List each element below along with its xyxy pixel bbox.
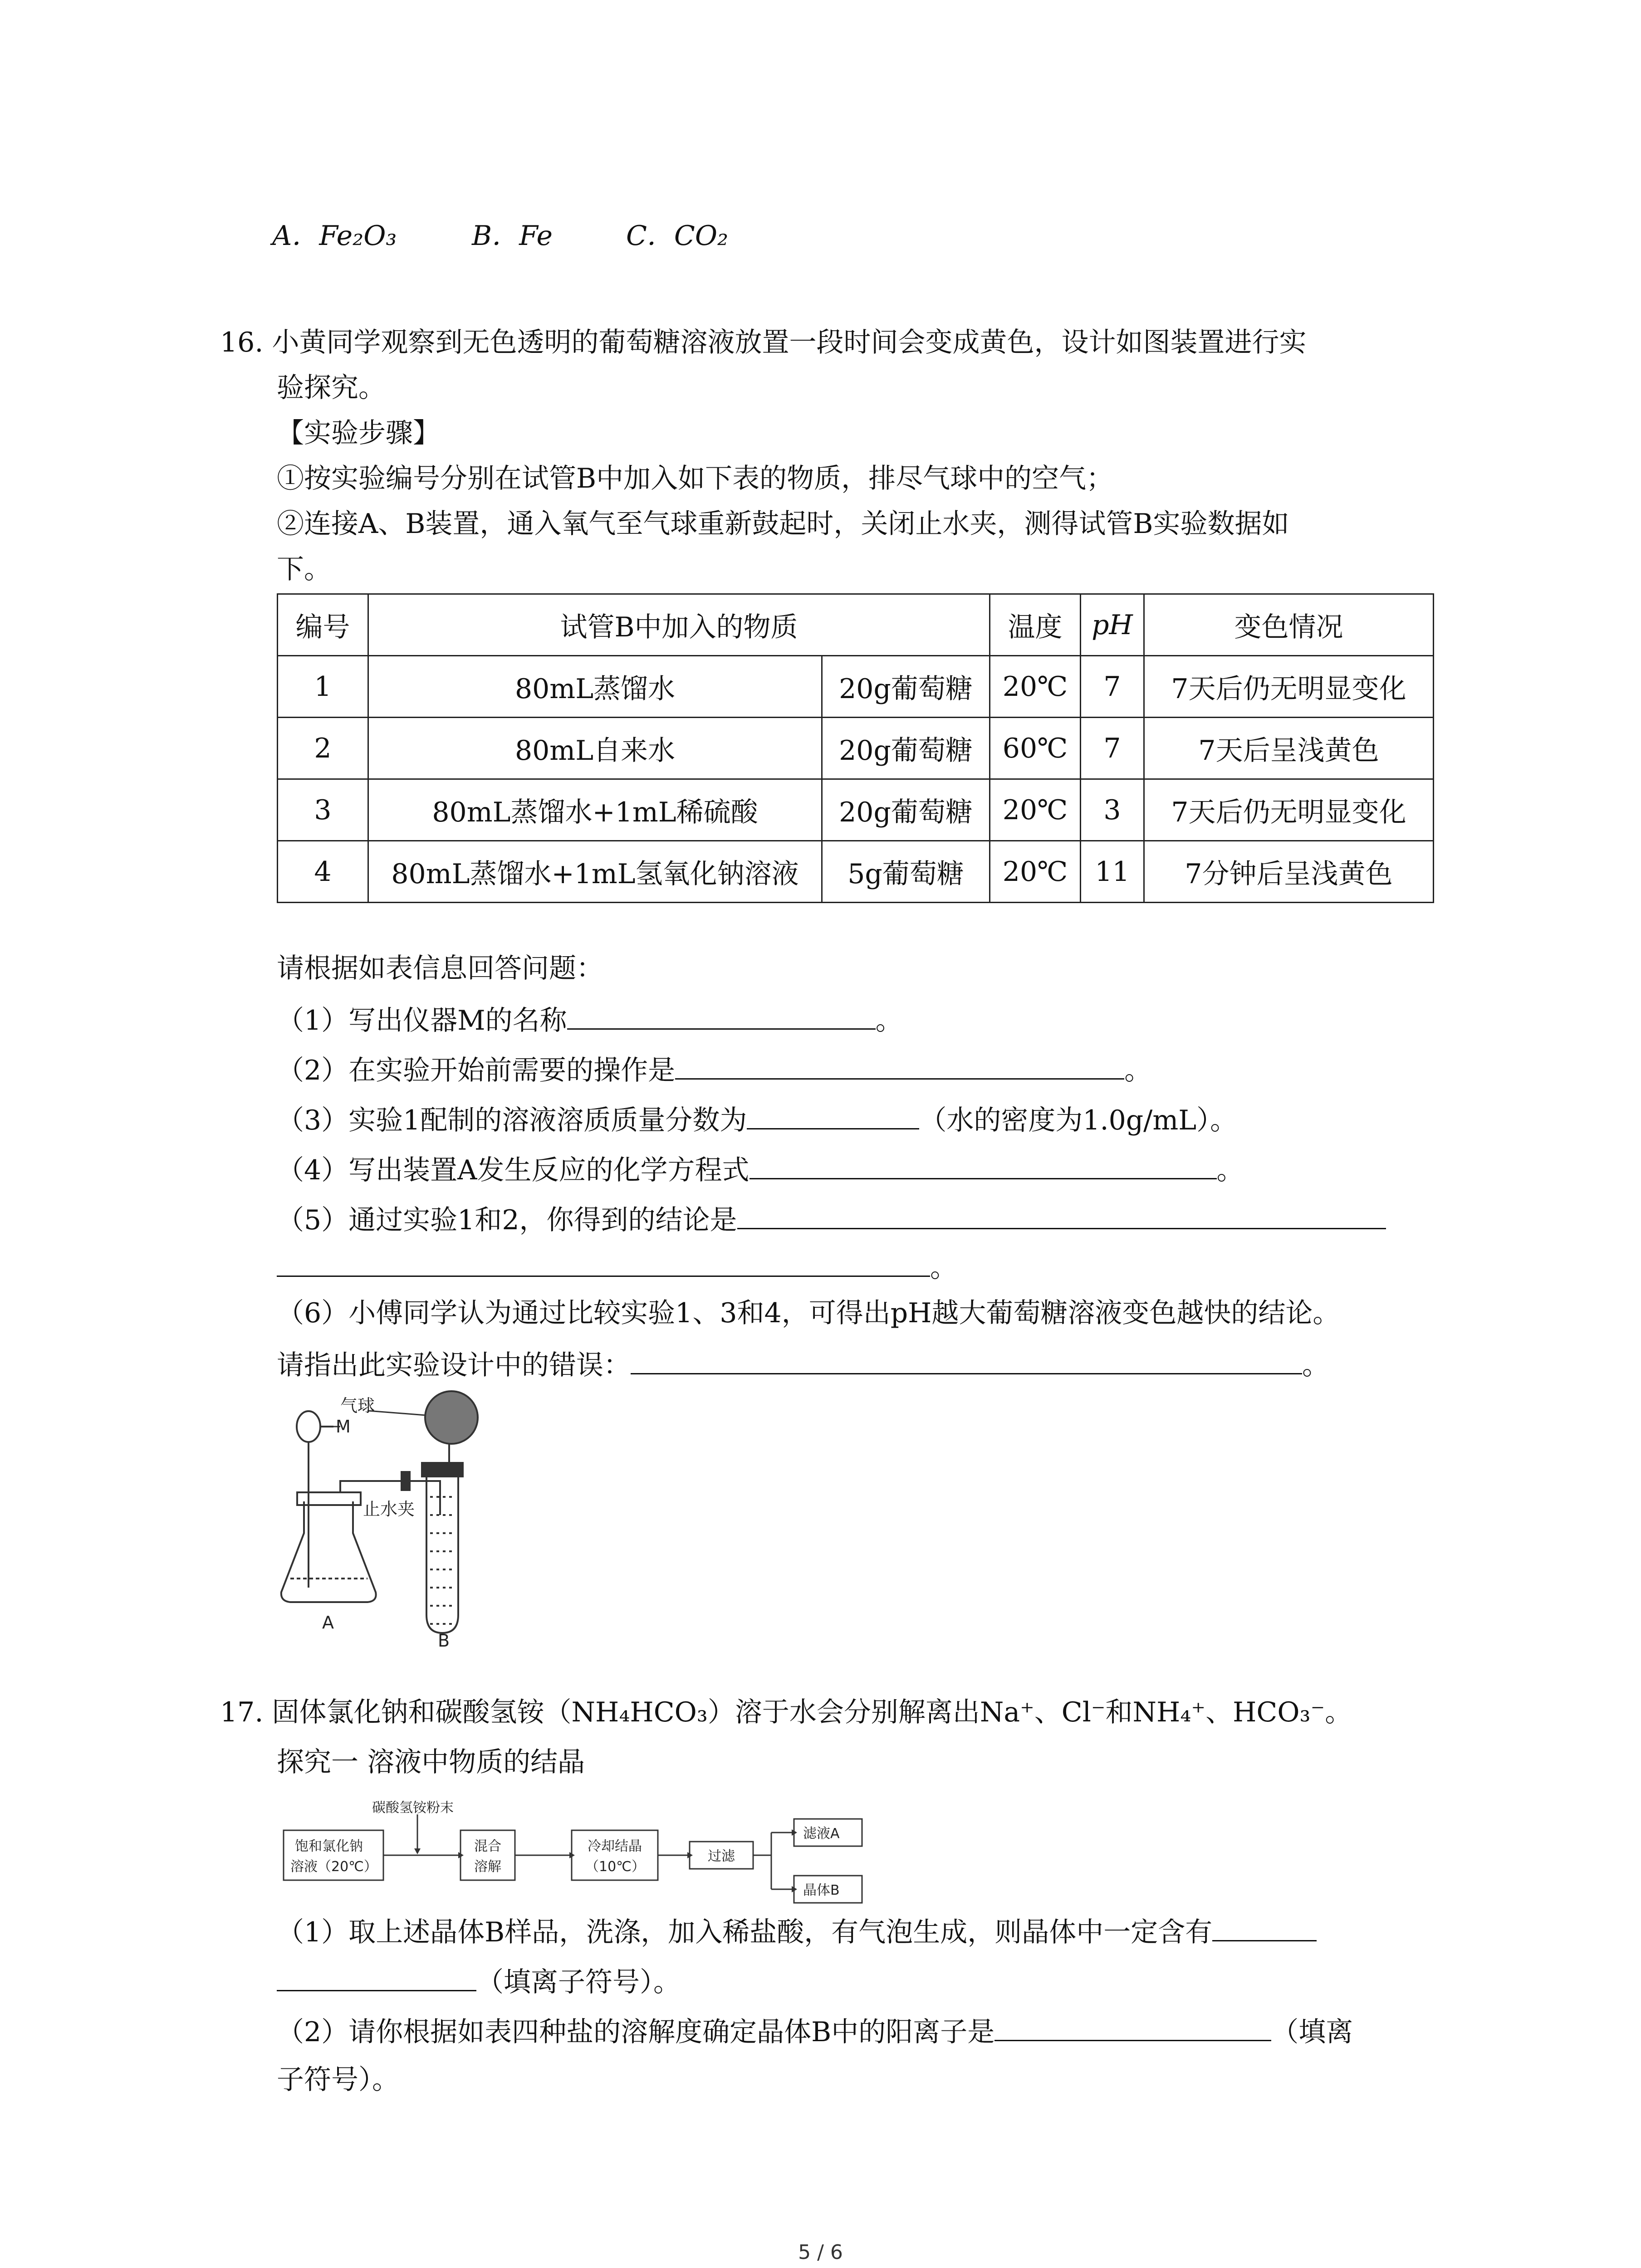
- balloon-icon: [425, 1391, 478, 1444]
- answer-blank[interactable]: [675, 1050, 1124, 1080]
- q16-stem-line2: 验探究。: [277, 372, 386, 404]
- q16-subq5-line2: [277, 1247, 957, 1286]
- table-cell: 7天后仍无明显变化: [1144, 656, 1434, 718]
- answer-blank[interactable]: [277, 1962, 476, 1991]
- table-cell: 20g葡萄糖: [822, 779, 990, 841]
- table-cell: 20g葡萄糖: [822, 656, 990, 718]
- label-b: B: [438, 1631, 450, 1647]
- table-header-row: [278, 594, 1434, 656]
- header-cell: 试管B中加入的物质: [368, 594, 990, 656]
- q16-subq3: [277, 1100, 1237, 1139]
- label-clamp: 止水夹: [363, 1499, 415, 1519]
- table-cell: 80mL蒸馏水+1mL稀硫酸: [368, 779, 822, 841]
- q16-subq2-text: （2）在实验开始前需要的操作是: [277, 1055, 676, 1086]
- q17-subq2-text: （2）请你根据如表四种盐的溶解度确定晶体B中的阳离子是: [277, 2016, 995, 2048]
- answer-blank[interactable]: [277, 1247, 930, 1277]
- q16-subq5: [277, 1200, 1386, 1238]
- table-cell: 11: [1081, 841, 1144, 903]
- table-cell: 20℃: [990, 656, 1081, 718]
- label-filter: 过滤: [708, 1848, 735, 1864]
- table-cell: 5g葡萄糖: [822, 841, 990, 903]
- q16-step1: ①按实验编号分别在试管B中加入如下表的物质，排尽气球中的空气；: [277, 463, 1114, 494]
- label-mix-1: 混合: [474, 1838, 501, 1854]
- header-cell: 编号: [278, 594, 368, 656]
- label-cool-1: 冷却结晶: [588, 1838, 642, 1854]
- table-cell: 7天后仍无明显变化: [1144, 779, 1434, 841]
- q16-step2-line1: ②连接A、B装置，通入氧气至气球重新鼓起时，关闭止水夹，测得试管B实验数据如: [277, 508, 1289, 540]
- answer-blank[interactable]: [737, 1200, 1386, 1229]
- q16-section-heading: 【实验步骤】: [277, 417, 440, 449]
- period: 。: [875, 1005, 903, 1036]
- table-cell: 7: [1081, 718, 1144, 779]
- table-cell: 60℃: [990, 718, 1081, 779]
- period: 。: [1302, 1349, 1329, 1381]
- q16-subq3-text: （3）实验1配制的溶液溶质质量分数为: [277, 1105, 747, 1136]
- q16-subq2: [277, 1050, 1151, 1089]
- q16-subq4-text: （4）写出装置A发生反应的化学方程式: [277, 1154, 749, 1186]
- q17-subq1-line2: [277, 1962, 681, 2000]
- answer-blank[interactable]: [1212, 1912, 1317, 1941]
- label-start-1: 饱和氯化钠: [295, 1838, 363, 1854]
- q16-subq6-line1: （6）小傅同学认为通过比较实验1、3和4，可得出pH越大葡萄糖溶液变色越快的结论。: [277, 1297, 1340, 1329]
- table-row: [278, 779, 1434, 841]
- table-cell: 3: [278, 779, 368, 841]
- q15-option-a: A．Fe₂O₃: [272, 220, 397, 252]
- q16-subq1-text: （1）写出仪器M的名称: [277, 1005, 567, 1036]
- label-crystal-b: 晶体B: [803, 1882, 840, 1898]
- apparatus-figure: [272, 1379, 526, 1647]
- table-cell: 4: [278, 841, 368, 903]
- label-filtrate-a: 滤液A: [803, 1826, 840, 1842]
- table-row: [278, 718, 1434, 779]
- table-cell: 20℃: [990, 779, 1081, 841]
- q16-prompt: 请根据如表信息回答问题：: [277, 953, 603, 984]
- table-cell: 80mL蒸馏水+1mL氢氧化钠溶液: [368, 841, 822, 903]
- process-flow-diagram: [281, 1801, 889, 1910]
- q16-step2-line2: 下。: [277, 553, 331, 585]
- q15-option-b: B．Fe: [472, 220, 553, 252]
- table-cell: 2: [278, 718, 368, 779]
- experiment-table: [277, 593, 1434, 903]
- answer-blank[interactable]: [747, 1100, 919, 1129]
- q16-subq3-note: （水的密度为1.0g/mL）。: [919, 1105, 1238, 1136]
- label-cool-2: （10℃）: [585, 1859, 645, 1875]
- table-cell: 20g葡萄糖: [822, 718, 990, 779]
- answer-blank[interactable]: [567, 1000, 876, 1030]
- label-powder: 碳酸氢铵粉末: [372, 1801, 454, 1816]
- flask-a: [281, 1501, 376, 1602]
- header-cell: 温度: [990, 594, 1081, 656]
- answer-blank[interactable]: [749, 1150, 1217, 1179]
- q16-stem-line1: 16. 小黄同学观察到无色透明的葡萄糖溶液放置一段时间会变成黄色，设计如图装置进行实: [220, 327, 1307, 358]
- q15-option-c: C．CO₂: [626, 220, 729, 252]
- q17-subq2-line2: 子符号）。: [277, 2064, 399, 2096]
- test-tube-b: [426, 1474, 458, 1633]
- answer-blank[interactable]: [631, 1345, 1302, 1374]
- table-row: [278, 841, 1434, 903]
- table-cell: 80mL蒸馏水: [368, 656, 822, 718]
- flask-stopper: [297, 1492, 361, 1505]
- label-start-2: 溶液（20℃）: [290, 1859, 377, 1875]
- test-tube-stopper: [422, 1463, 463, 1476]
- q17-subq1-text: （1）取上述晶体B样品，洗涤，加入稀盐酸，有气泡生成，则晶体中一定含有: [277, 1916, 1213, 1948]
- header-cell: 变色情况: [1144, 594, 1434, 656]
- header-cell: pH: [1081, 594, 1144, 656]
- q17-subq2-line1: [277, 2012, 1353, 2050]
- funnel-bulb: [297, 1411, 320, 1442]
- table-cell: 3: [1081, 779, 1144, 841]
- table-cell: 7分钟后呈浅黄色: [1144, 841, 1434, 903]
- label-a: A: [322, 1613, 334, 1633]
- page-number: 5 / 6: [798, 2241, 843, 2264]
- label-balloon: 气球: [340, 1396, 375, 1416]
- label-m: M: [336, 1417, 351, 1437]
- q17-explore-heading: 探究一 溶液中物质的结晶: [277, 1746, 585, 1778]
- q17-subq1-note: （填离子符号）。: [476, 1966, 681, 1998]
- q16-subq1: [277, 1000, 903, 1039]
- q16-subq4: [277, 1150, 1244, 1188]
- table-cell: 7: [1081, 656, 1144, 718]
- period: 。: [1124, 1055, 1152, 1086]
- q17-stem: 17. 固体氯化钠和碳酸氢铵（NH₄HCO₃）溶于水会分别解离出Na⁺、Cl⁻和NH₄⁺、HCO₃⁻。: [220, 1696, 1352, 1728]
- label-mix-2: 溶解: [474, 1859, 501, 1875]
- arrow-icon: [414, 1848, 421, 1854]
- table-cell: 80mL自来水: [368, 718, 822, 779]
- q16-subq6-line2: [277, 1345, 1329, 1383]
- table-cell: 1: [278, 656, 368, 718]
- period: 。: [1216, 1154, 1244, 1186]
- q16-subq6-text: 请指出此实验设计中的错误：: [277, 1349, 631, 1381]
- q16-subq5-text: （5）通过实验1和2，你得到的结论是: [277, 1204, 737, 1236]
- q17-subq2-note: （填离: [1271, 2016, 1353, 2048]
- table-row: [278, 656, 1434, 718]
- table-cell: 7天后呈浅黄色: [1144, 718, 1434, 779]
- period: 。: [930, 1252, 957, 1284]
- answer-blank[interactable]: [994, 2012, 1271, 2041]
- q17-subq1-line1: [277, 1912, 1317, 1950]
- clamp-icon: [402, 1472, 410, 1490]
- table-cell: 20℃: [990, 841, 1081, 903]
